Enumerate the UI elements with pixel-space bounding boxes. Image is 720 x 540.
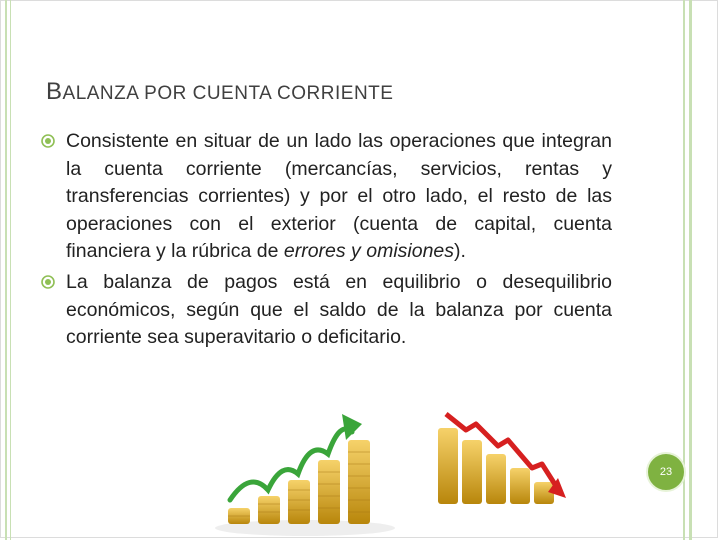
title-first-letter: B bbox=[46, 78, 63, 105]
growth-coins-image bbox=[210, 400, 400, 540]
bullet-italic-text: errores y omisiones bbox=[283, 240, 455, 263]
bullet-text: La balanza de pagos está en equilibrio o desequilibrio económicos, según que el saldo de la balanza por cuenta corriente sea superavitario o deficitario. bbox=[66, 270, 612, 349]
left-decorative-rule bbox=[5, 0, 11, 540]
slide-title bbox=[46, 78, 393, 106]
bullet-circle-icon bbox=[41, 275, 55, 289]
title-rest: ALANZA POR CUENTA CORRIENTE bbox=[62, 83, 394, 104]
bullet-text: Consistente en situar de un lado las operaciones que integran la cuenta corriente (mercancías, servicios, rentas y transferencias corrientes) y por el otro lado, el resto de las operaciones con el exterior (cuenta de capital, cuenta financiera y la rúbrica de bbox=[66, 130, 612, 263]
decline-coins-image bbox=[432, 408, 570, 508]
bullet-text-end: ). bbox=[454, 240, 466, 263]
bullet-item bbox=[40, 128, 612, 266]
bullet-circle-icon bbox=[41, 134, 55, 148]
bullet-list bbox=[40, 128, 612, 355]
right-decorative-rule bbox=[683, 0, 692, 540]
page-number-badge: 23 bbox=[646, 452, 686, 492]
bullet-item bbox=[40, 269, 612, 352]
